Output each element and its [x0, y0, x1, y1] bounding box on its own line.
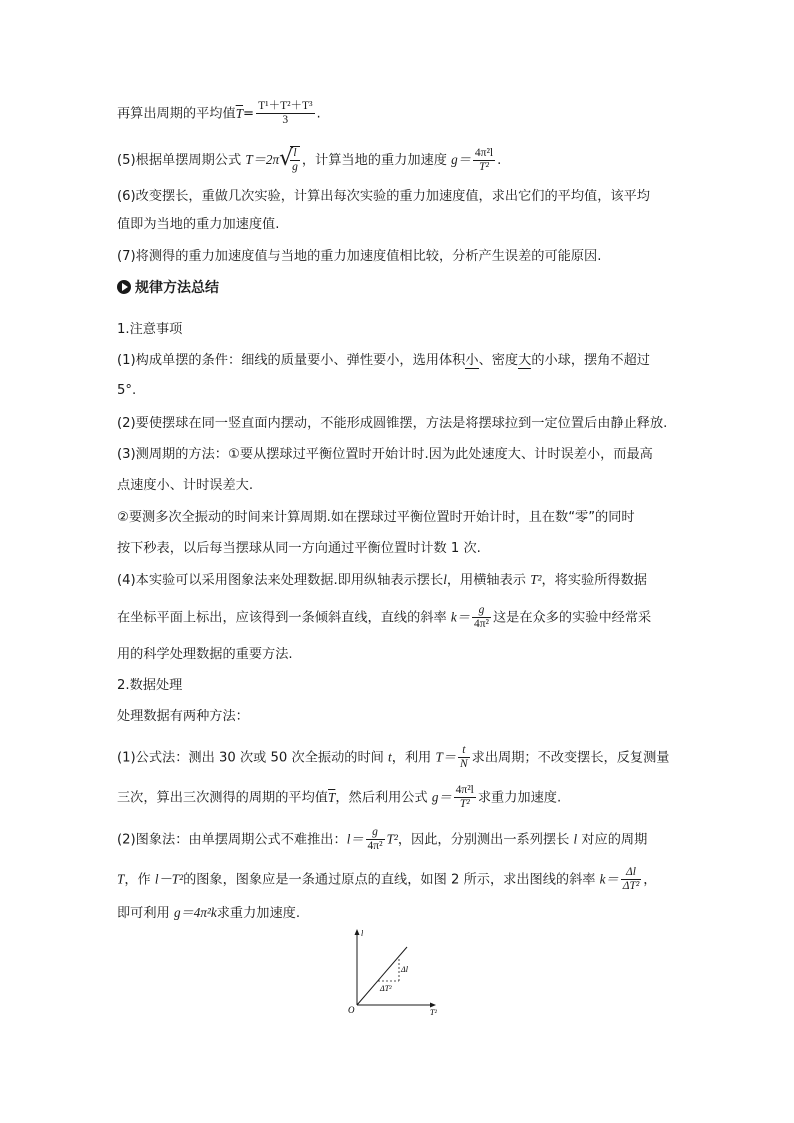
- method-2a: (2)图象法：由单摆周期公式不难推出：l＝ $\frac{g}{\text{4π²}}$ T²，因此，分别测出一系列摆长 l 对应的周期: [117, 826, 648, 852]
- paragraph-1b: 5°.: [117, 383, 137, 398]
- fit-line: [357, 947, 407, 1005]
- text-line-step6b: 值即为当地的重力加速度值.: [117, 217, 280, 232]
- section-heading: 规律方法总结: [117, 278, 219, 298]
- fraction-slope: $\frac{\Delta l}{\text{ΔT²}}$: [622, 866, 640, 892]
- paragraph-5c: 用的科学处理数据的重要方法.: [117, 647, 293, 662]
- fraction-k: $\frac{g}{\text{4π²}}$: [473, 604, 489, 630]
- origin-label: O: [348, 1005, 355, 1015]
- text-line-step7: (7)将测得的重力加速度值与当地的重力加速度值相比较，分析产生误差的可能原因.: [117, 249, 602, 264]
- x-axis-label: T²: [430, 1008, 437, 1015]
- text-line-period-formula: (5)根据单摆周期公式 T＝2π √ $\frac{l}{g}$ ，计算当地的重力加速度 g＝ $\frac{\text{4π²l}}{\text{T²}}$ .: [117, 146, 502, 173]
- sqrt-l-over-g: √ $\frac{l}{g}$: [279, 146, 298, 173]
- fraction-average: $\frac{\text{T¹＋T²＋T³}}{3}$: [258, 100, 313, 126]
- paragraph-4a: ②要测多次全振动的时间来计算周期.如在摆球过平衡位置时开始计时，且在数“零”的同时: [117, 510, 635, 525]
- figure-l-vs-T2: [342, 925, 452, 1015]
- fraction-t-over-n: $\frac{t}{N}$: [459, 744, 468, 770]
- paragraph-3a: (3)测周期的方法：①要从摆球过平衡位置时开始计时.因为此处速度大、计时误差小，而最高: [117, 447, 653, 462]
- paragraph-5b: 在坐标平面上标出，应该得到一条倾斜直线，直线的斜率 k＝ $\frac{g}{\text{4π²}}$ 这是在众多的实验中经常采: [117, 604, 652, 630]
- paragraph-3b: 点速度小、计时误差大.: [117, 478, 254, 493]
- method-2c: 即可利用 g＝4π²k求重力加速度.: [117, 905, 301, 921]
- delta-l-label: Δl: [401, 965, 408, 974]
- section2-intro: 处理数据有两种方法：: [117, 709, 249, 724]
- method-1b: 三次，算出三次测得的周期的平均值$\overline{T}$，然后利用公式 g＝ $\frac{\text{4π²l}}{\text{T²}}$ 求重力加速度.: [117, 784, 562, 810]
- y-axis-label: l: [361, 929, 364, 938]
- fraction-g: $\frac{\text{4π²l}}{\text{T²}}$: [474, 146, 494, 173]
- section1-title: 1.注意事项: [117, 322, 183, 337]
- text-line-step6a: (6)改变摆长，重做几次实验，计算出每次实验的重力加速度值，求出它们的平均值，该平均: [117, 189, 650, 204]
- y-axis-arrow: [355, 929, 360, 935]
- section2-title: 2.数据处理: [117, 678, 183, 693]
- paragraph-1a: (1)构成单摆的条件：细线的质量要小、弹性要小，选用体积小、密度大的小球，摆角不超过: [117, 353, 650, 368]
- paragraph-4b: 按下秒表，以后每当摆球从同一方向通过平衡位置时计数 1 次.: [117, 541, 481, 556]
- paragraph-2: (2)要使摆球在同一竖直面内摆动，不能形成圆锥摆，方法是将摆球拉到一定位置后由静止释放.: [117, 416, 668, 431]
- method-2b: T，作 l－T²的图象，图象应是一条通过原点的直线，如图 2 所示，求出图线的斜率 k＝ $\frac{\Delta l}{\text{ΔT²}}$ ，: [117, 866, 657, 892]
- play-circle-icon: [117, 280, 131, 294]
- fraction-l: $\frac{g}{\text{4π²}}$: [367, 826, 383, 852]
- fraction-g2: $\frac{\text{4π²l}}{\text{T²}}$: [455, 784, 474, 810]
- paragraph-5a: (4)本实验可以采用图象法来处理数据.即用纵轴表示摆长l，用横轴表示 T²，将实验所得数据: [117, 572, 647, 588]
- method-1a: (1)公式法：测出 30 次或 50 次全振动的时间 t，利用 T＝ $\frac{t}{N}$ 求出周期；不改变摆长，反复测量: [117, 744, 670, 770]
- x-axis-arrow: [430, 1003, 436, 1008]
- delta-t2-label: ΔT²: [380, 984, 392, 993]
- text-line-average-period: 再算出周期的平均值$\overline{T}=$ $\frac{\text{T¹＋T²＋T³}}{3}$ .: [117, 100, 321, 126]
